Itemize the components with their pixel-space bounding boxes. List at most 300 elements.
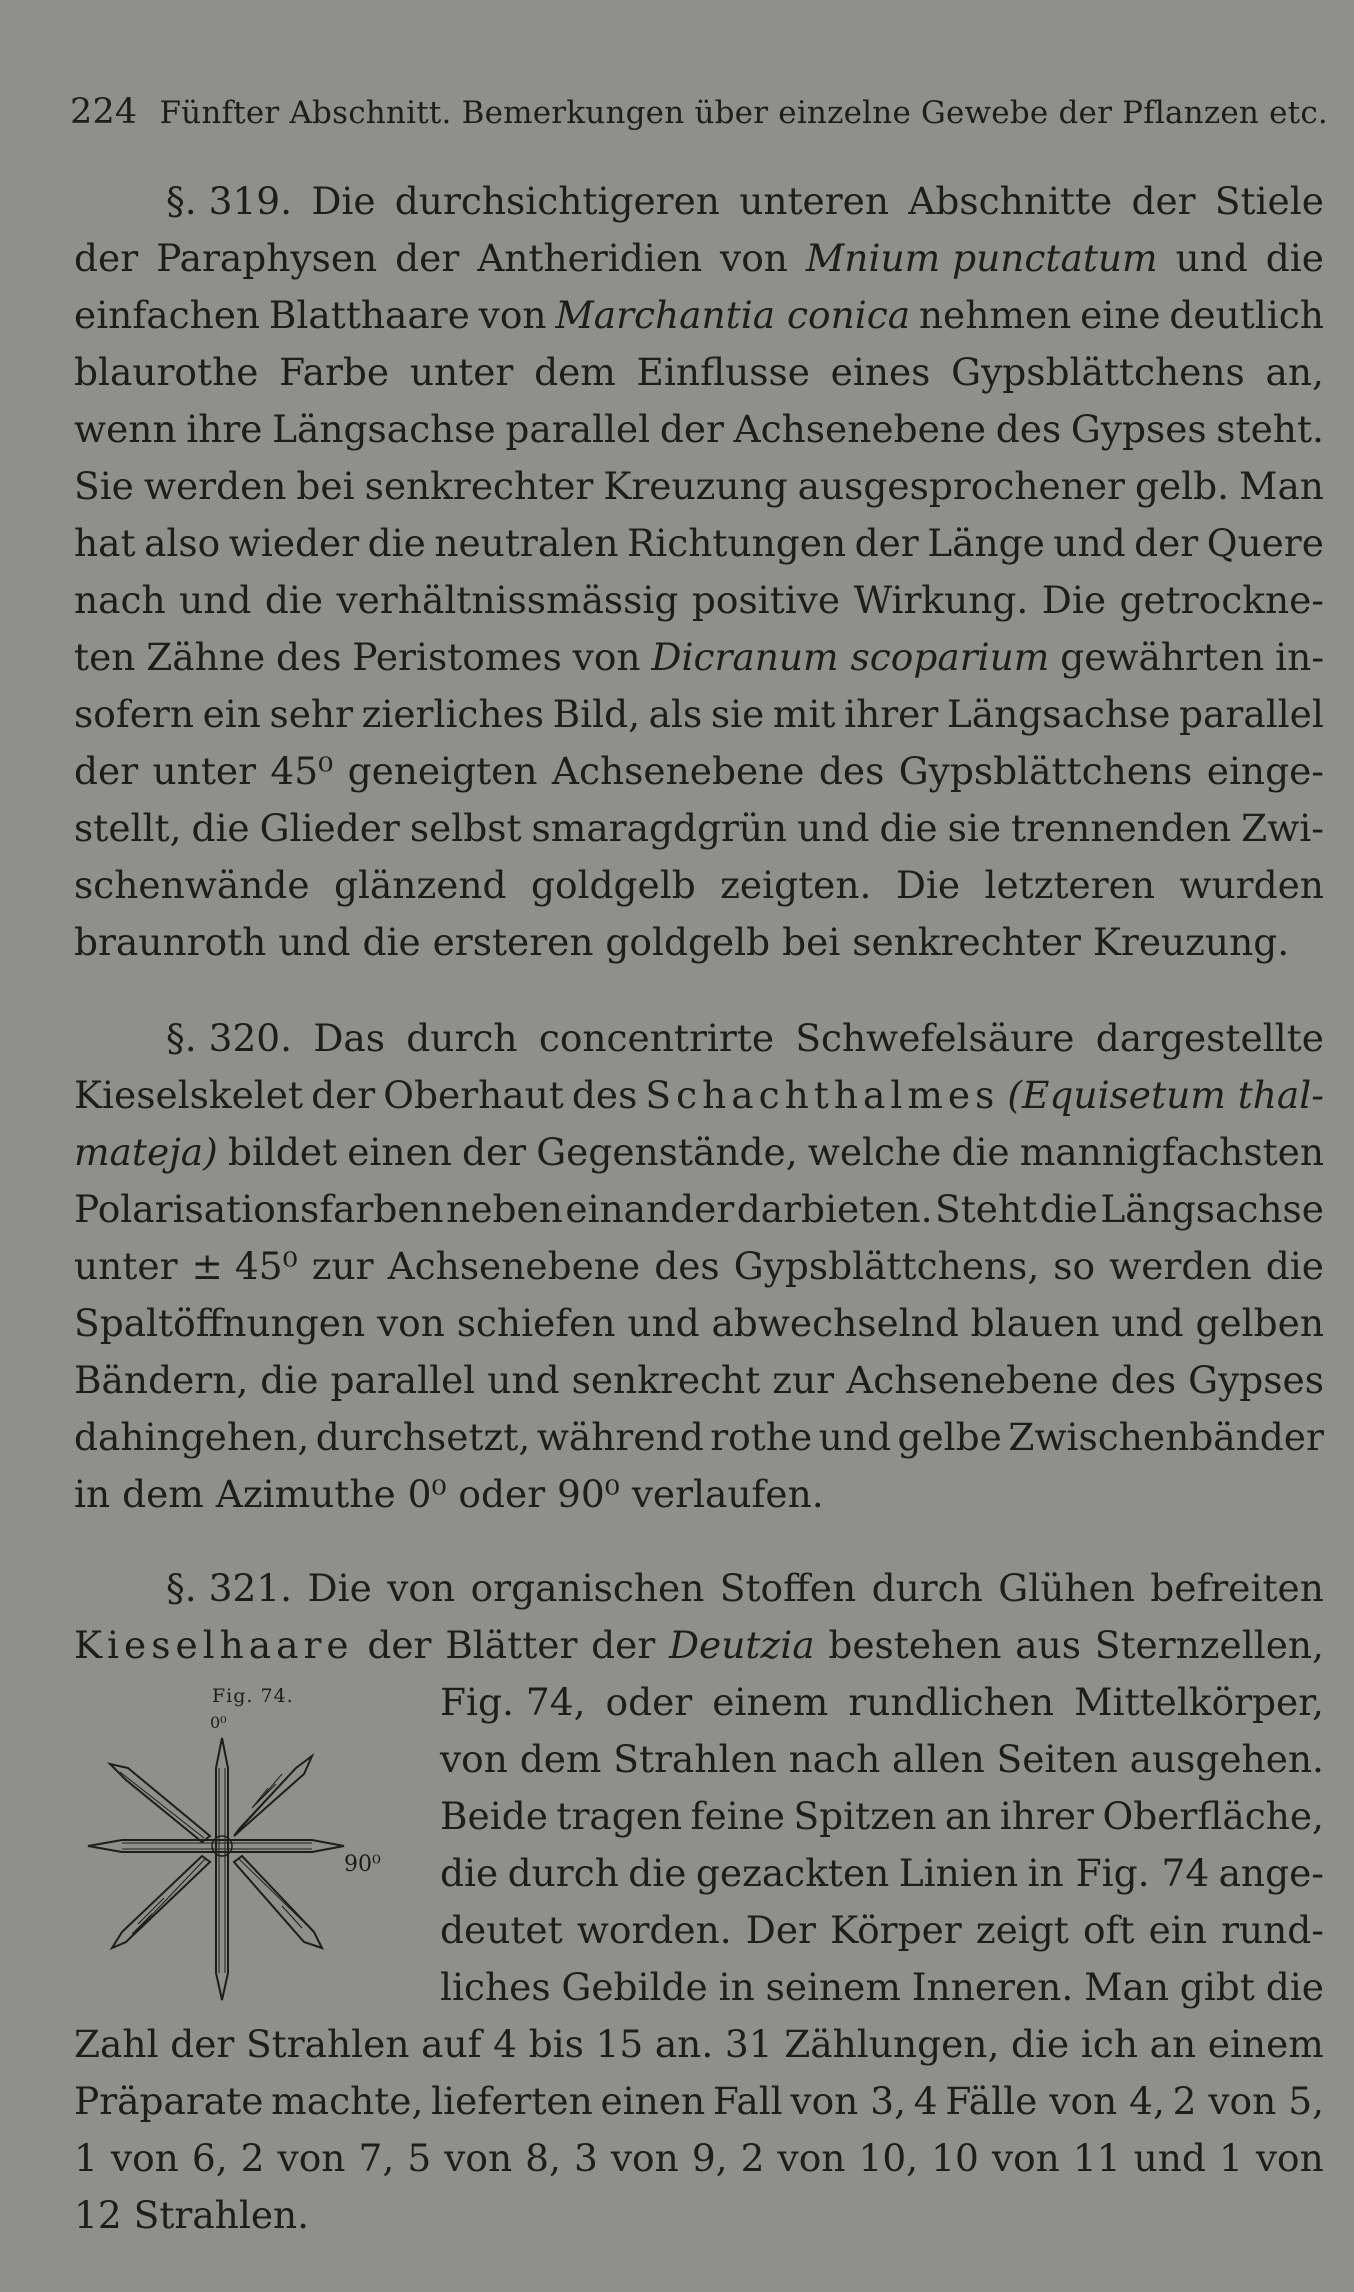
word: und: [1175, 236, 1248, 280]
figure-caption: Fig. 74.: [212, 1685, 294, 1707]
word: in: [718, 1965, 755, 2009]
word: seinem: [765, 1965, 901, 2009]
word: dem: [519, 1737, 602, 1781]
text-line: [74, 515, 1324, 572]
word: einge-: [1206, 749, 1324, 793]
word: von: [478, 293, 547, 337]
word: Zwi-: [1241, 806, 1324, 850]
paragraph-321: [74, 1560, 1324, 1674]
word: Blatthaare: [268, 293, 470, 337]
word: des: [818, 749, 885, 793]
star-cell-figure: [82, 1728, 352, 2008]
word: der: [1134, 521, 1199, 565]
word: und: [179, 578, 252, 622]
word: Kreuzung: [603, 464, 788, 508]
word: dahingehen,: [74, 1415, 310, 1459]
word: allen: [892, 1737, 985, 1781]
word: 45⁰: [270, 749, 334, 793]
word: nach: [788, 1737, 881, 1781]
word: an: [944, 1794, 992, 1838]
word: der: [367, 1623, 432, 1667]
word: Polarisationsfarben: [74, 1187, 444, 1231]
word: unter: [74, 1244, 178, 1288]
text-line: [74, 629, 1324, 686]
text-line: [74, 1409, 1324, 1466]
word: §. 320.: [166, 1016, 293, 1060]
word: ein: [1148, 1908, 1207, 1952]
word: also: [144, 521, 221, 565]
word: die: [879, 806, 938, 850]
word: des: [276, 635, 342, 679]
word: 1: [1218, 2136, 1243, 2180]
word: steht.: [1216, 407, 1324, 451]
word: ihrer: [999, 1794, 1094, 1838]
word: durch: [871, 1566, 983, 1610]
word: 11: [1072, 2136, 1121, 2180]
word: eines: [830, 350, 931, 394]
word: Einflusse: [636, 350, 810, 394]
word: unter: [409, 350, 514, 394]
word: 3: [573, 2136, 598, 2180]
word: in Fig. 74: [1027, 1851, 1210, 1895]
word: blauen: [970, 1301, 1100, 1345]
word: 9,: [691, 2136, 728, 2180]
word: Man: [1084, 1965, 1169, 2009]
word: die: [440, 1851, 499, 1895]
word: Länge: [927, 521, 1045, 565]
word: an.: [654, 2022, 714, 2066]
word: an: [1149, 2022, 1197, 2066]
word: Glühen: [998, 1566, 1135, 1610]
word: von: [720, 236, 788, 280]
word: der: [1131, 179, 1196, 223]
word: ich: [1080, 2022, 1138, 2066]
word: Gebilde: [561, 1965, 708, 2009]
word: deutlich: [1169, 293, 1324, 337]
word: Bändern,: [74, 1358, 249, 1402]
text-line: [74, 743, 1324, 800]
text-line: [74, 344, 1324, 401]
word: Blätter: [445, 1623, 578, 1667]
word: von: [440, 1737, 508, 1781]
word: stellt,: [74, 806, 182, 850]
word: Kieselhaare: [74, 1623, 354, 1667]
word: hat: [74, 521, 136, 565]
word: der: [461, 1130, 527, 1174]
word: des: [654, 1244, 720, 1288]
line-text: in dem Azimuthe 0⁰ oder 90⁰ verlaufen.: [74, 1472, 824, 1516]
word: Richtungen: [627, 521, 847, 565]
word: parallel: [330, 1358, 476, 1402]
word: ± 45⁰: [191, 1244, 298, 1288]
text-line: [74, 287, 1324, 344]
text-line: [74, 1617, 1324, 1674]
word: Dicranum scoparium: [651, 635, 1050, 679]
word: §. 321.: [166, 1566, 293, 1610]
word: an,: [1265, 350, 1324, 394]
word: lieferten: [431, 2079, 593, 2123]
word: 4: [913, 2079, 938, 2123]
word: Wirkung.: [853, 578, 1029, 622]
word: zur: [311, 1244, 374, 1288]
word: getrockne-: [1119, 578, 1324, 622]
word: Achsenebene: [551, 749, 805, 793]
word: 2 von 5,: [1172, 2079, 1324, 2123]
word: ten: [74, 635, 136, 679]
word: 5: [407, 2136, 432, 2180]
word: 31: [724, 2022, 773, 2066]
word: wieder: [228, 521, 360, 565]
text-line: [74, 2130, 1324, 2187]
text-line: [440, 1731, 1324, 1788]
word: dargestellte: [1095, 1016, 1324, 1060]
word: Oberhaut: [383, 1073, 564, 1117]
word: in-: [1275, 635, 1324, 679]
word: Stiele: [1214, 179, 1324, 223]
word: Fig. 74,: [440, 1680, 586, 1724]
word: durchsichtigeren: [394, 179, 720, 223]
text-line: [74, 914, 1324, 971]
word: blaurothe: [74, 350, 259, 394]
word: organischen: [470, 1566, 705, 1610]
word: aus: [1015, 1623, 1082, 1667]
word: ein: [202, 692, 261, 736]
word: gezackten: [695, 1851, 890, 1895]
word: Abschnitte: [908, 179, 1113, 223]
word: Präparate: [74, 2079, 264, 2123]
word: eine: [1080, 293, 1161, 337]
word: bestehen: [828, 1623, 1002, 1667]
text-line: [74, 173, 1324, 230]
word: Linien: [898, 1851, 1019, 1895]
word: gewährten: [1060, 635, 1265, 679]
word: goldgelb: [530, 863, 696, 907]
word: 10,: [858, 2136, 919, 2180]
word: rothe: [710, 1415, 813, 1459]
word: gelbe: [897, 1415, 1002, 1459]
text-line: [74, 458, 1324, 515]
word: parallel: [505, 407, 651, 451]
paragraph-321-beside-figure: [440, 1674, 1324, 2016]
word: als: [648, 692, 703, 736]
word: rundlichen: [848, 1680, 1055, 1724]
word: sie: [947, 806, 1002, 850]
word: Zähne: [146, 635, 266, 679]
text-line: [440, 1788, 1324, 1845]
word: gelben: [1195, 1301, 1324, 1345]
word: Das: [313, 1016, 386, 1060]
word: der: [854, 521, 919, 565]
word: der: [591, 1623, 656, 1667]
word: die: [264, 578, 324, 622]
word: deutet: [440, 1908, 563, 1952]
text-line: [74, 1295, 1324, 1352]
word: Achsenebene: [846, 1358, 1099, 1402]
word: einen: [600, 2079, 706, 2123]
word: die: [1011, 2022, 1070, 2066]
word: machte,: [271, 2079, 424, 2123]
word: von 3,: [790, 2079, 907, 2123]
word: gelb.: [1134, 464, 1230, 508]
word: werden: [1109, 1244, 1252, 1288]
word: 1: [74, 2136, 98, 2180]
word: Fälle von 4,: [945, 2079, 1165, 2123]
word: unter: [152, 749, 257, 793]
word: Gypsblättchens: [951, 350, 1245, 394]
word: so: [1053, 1244, 1096, 1288]
word: von: [376, 1301, 445, 1345]
word: die: [1039, 1187, 1098, 1231]
paragraph-319: [74, 173, 1324, 971]
word: einfachen: [74, 293, 261, 337]
word: von: [1255, 2136, 1324, 2180]
word: Sternzellen,: [1094, 1623, 1324, 1667]
figure-label-0-degrees: 0⁰: [210, 1713, 227, 1732]
word: sofern: [74, 692, 194, 736]
word: sehr: [269, 692, 353, 736]
word: des: [571, 1073, 638, 1117]
word: liches: [440, 1965, 551, 2009]
word: die: [1265, 1965, 1324, 2009]
word: befreiten: [1150, 1566, 1324, 1610]
word: smaragdgrün: [531, 806, 788, 850]
word: und: [818, 1415, 891, 1459]
word: Mnium punctatum: [805, 236, 1158, 280]
text-line: [440, 1845, 1324, 1902]
word: senkrecht: [571, 1358, 761, 1402]
word: des: [1110, 1358, 1177, 1402]
word: wenn: [74, 407, 177, 451]
word: sie: [710, 692, 765, 736]
word: Gegenstände,: [536, 1130, 798, 1174]
line-text: braunroth und die ersteren goldgelb bei senkrechter Kreuzung.: [74, 920, 1290, 964]
word: rund-: [1221, 1908, 1324, 1952]
word: welche: [807, 1130, 942, 1174]
word: einander: [565, 1187, 735, 1231]
word: tragen: [556, 1794, 683, 1838]
word: Der: [745, 1908, 816, 1952]
word: wurden: [1179, 863, 1324, 907]
word: glänzend: [333, 863, 507, 907]
word: nehmen: [918, 293, 1072, 337]
text-line: [74, 401, 1324, 458]
word: 2: [240, 2136, 265, 2180]
word: der: [170, 2022, 235, 2066]
word: und: [1133, 2136, 1206, 2180]
word: ihrer: [844, 692, 939, 736]
word: Die: [307, 1566, 372, 1610]
text-line: [74, 1352, 1324, 1409]
word: 4: [493, 2022, 517, 2066]
text-line: [74, 1067, 1324, 1124]
word: zeigt: [975, 1908, 1069, 1952]
word: Oberfläche,: [1102, 1794, 1324, 1838]
text-line: [440, 1674, 1324, 1731]
text-line: [74, 2073, 1324, 2130]
word: Kieselskelet: [74, 1073, 304, 1117]
text-line: [440, 1959, 1324, 2016]
word: Gypsblättchens: [898, 749, 1193, 793]
word: die: [951, 1130, 1010, 1174]
word: ausgehen.: [1129, 1737, 1324, 1781]
page-number: 224: [70, 92, 138, 132]
word: Spitzen: [793, 1794, 937, 1838]
word: Farbe: [279, 350, 390, 394]
text-line: [74, 1466, 1324, 1523]
word: bei: [296, 464, 355, 508]
word: und: [1111, 1301, 1184, 1345]
word: Antheridien: [477, 236, 703, 280]
word: schiefen: [456, 1301, 616, 1345]
text-line: [74, 1181, 1324, 1238]
word: Längsachse: [272, 407, 496, 451]
word: Die: [311, 179, 376, 223]
word: ausgesprochener: [797, 464, 1125, 508]
word: Strahlen: [613, 1737, 777, 1781]
word: die: [367, 521, 426, 565]
word: Spaltöffnungen: [74, 1301, 366, 1345]
word: dem: [534, 350, 616, 394]
word: feine: [690, 1794, 786, 1838]
word: bildet: [227, 1130, 338, 1174]
word: von: [610, 2136, 679, 2180]
word: werden: [143, 464, 287, 508]
word: Längsachse: [1100, 1187, 1324, 1231]
word: Quere: [1206, 521, 1324, 565]
word: Seiten: [996, 1737, 1118, 1781]
text-line: [74, 857, 1324, 914]
text-line: [74, 800, 1324, 857]
word: positive: [691, 578, 841, 622]
word: 7,: [358, 2136, 395, 2180]
word: oder: [605, 1680, 693, 1724]
word: 8,: [525, 2136, 561, 2180]
word: mit: [772, 692, 836, 736]
word: von: [277, 2136, 346, 2180]
word: von: [444, 2136, 513, 2180]
word: (Equisetum thal-: [1007, 1073, 1324, 1117]
text-line: [74, 230, 1324, 287]
word: und: [797, 806, 870, 850]
word: durchsetzt,: [315, 1415, 531, 1459]
figure-label-90-degrees: 90⁰: [344, 1852, 381, 1877]
word: darbieten.: [736, 1187, 933, 1231]
paragraph-320: [74, 1010, 1324, 1523]
word: Gypsblättchens,: [733, 1244, 1040, 1288]
word: Inneren.: [911, 1965, 1074, 2009]
word: verhältnissmässig: [336, 578, 679, 622]
word: 10: [931, 2136, 979, 2180]
word: Peristomes: [352, 635, 562, 679]
word: Beide: [440, 1794, 548, 1838]
word: geneigten: [347, 749, 538, 793]
text-line: [74, 1010, 1324, 1067]
word: von: [110, 2136, 179, 2180]
word: Schwefelsäure: [795, 1016, 1075, 1060]
ray-vertical: [216, 1738, 228, 2000]
word: Zahl: [74, 2022, 159, 2066]
word: einen: [347, 1130, 452, 1174]
word: Körper: [830, 1908, 962, 1952]
word: zur: [772, 1358, 835, 1402]
running-header: [70, 92, 1328, 132]
word: und: [627, 1301, 700, 1345]
word: die: [1265, 1244, 1324, 1288]
word: neutralen: [434, 521, 619, 565]
word: zeigten.: [720, 863, 872, 907]
word: §. 319.: [166, 179, 293, 223]
word: Fall: [712, 2079, 783, 2123]
word: Achsenebene: [733, 407, 987, 451]
word: durch: [507, 1851, 619, 1895]
word: Glieder: [259, 806, 400, 850]
word: concentrirte: [538, 1016, 775, 1060]
word: von: [572, 635, 641, 679]
word: der: [659, 407, 724, 451]
text-line: [74, 2016, 1324, 2073]
word: worden.: [576, 1908, 732, 1952]
text-line: [74, 2187, 1324, 2244]
word: trennenden: [1010, 806, 1232, 850]
word: auf: [421, 2022, 482, 2066]
word: Zählungen,: [784, 2022, 1000, 2066]
word: einem: [712, 1680, 829, 1724]
word: einem: [1207, 2022, 1324, 2066]
word: Zwischenbänder: [1008, 1415, 1324, 1459]
running-title: Fünfter Abschnitt. Bemerkungen über einzelne Gewebe der Pflanzen etc.: [159, 95, 1328, 131]
word: oft: [1082, 1908, 1135, 1952]
word: Schachthalmes: [645, 1073, 1000, 1117]
word: des: [995, 407, 1062, 451]
line-text: 12 Strahlen.: [74, 2193, 310, 2237]
word: von: [777, 2136, 846, 2180]
word: senkrechter: [364, 464, 594, 508]
ray-lower-right: [234, 1856, 322, 1948]
word: 2: [740, 2136, 765, 2180]
word: der: [74, 236, 139, 280]
word: die: [191, 806, 250, 850]
word: gibt: [1179, 1965, 1255, 2009]
word: nach: [74, 578, 166, 622]
word: Deutzia: [668, 1623, 815, 1667]
word: von: [991, 2136, 1060, 2180]
word: der: [311, 1073, 376, 1117]
word: Die: [895, 863, 961, 907]
word: mateja): [74, 1130, 218, 1174]
word: Mittelkörper,: [1074, 1680, 1324, 1724]
word: die: [1265, 236, 1324, 280]
word: Man: [1239, 464, 1324, 508]
word: Längsachse: [946, 692, 1171, 736]
word: Die: [1041, 578, 1107, 622]
word: Steht: [935, 1187, 1038, 1231]
word: ange-: [1218, 1851, 1324, 1895]
word: Gypses: [1070, 407, 1207, 451]
word: 15: [595, 2022, 644, 2066]
word: neben: [446, 1187, 563, 1231]
word: Stoffen: [719, 1566, 857, 1610]
word: und: [1053, 521, 1126, 565]
word: parallel: [1179, 692, 1324, 736]
word: 6,: [191, 2136, 228, 2180]
text-line: [440, 1902, 1324, 1959]
text-line: [74, 1238, 1324, 1295]
word: die: [260, 1358, 319, 1402]
word: Strahlen: [245, 2022, 410, 2066]
text-line: [74, 686, 1324, 743]
word: letzteren: [984, 863, 1156, 907]
word: durch: [406, 1016, 518, 1060]
